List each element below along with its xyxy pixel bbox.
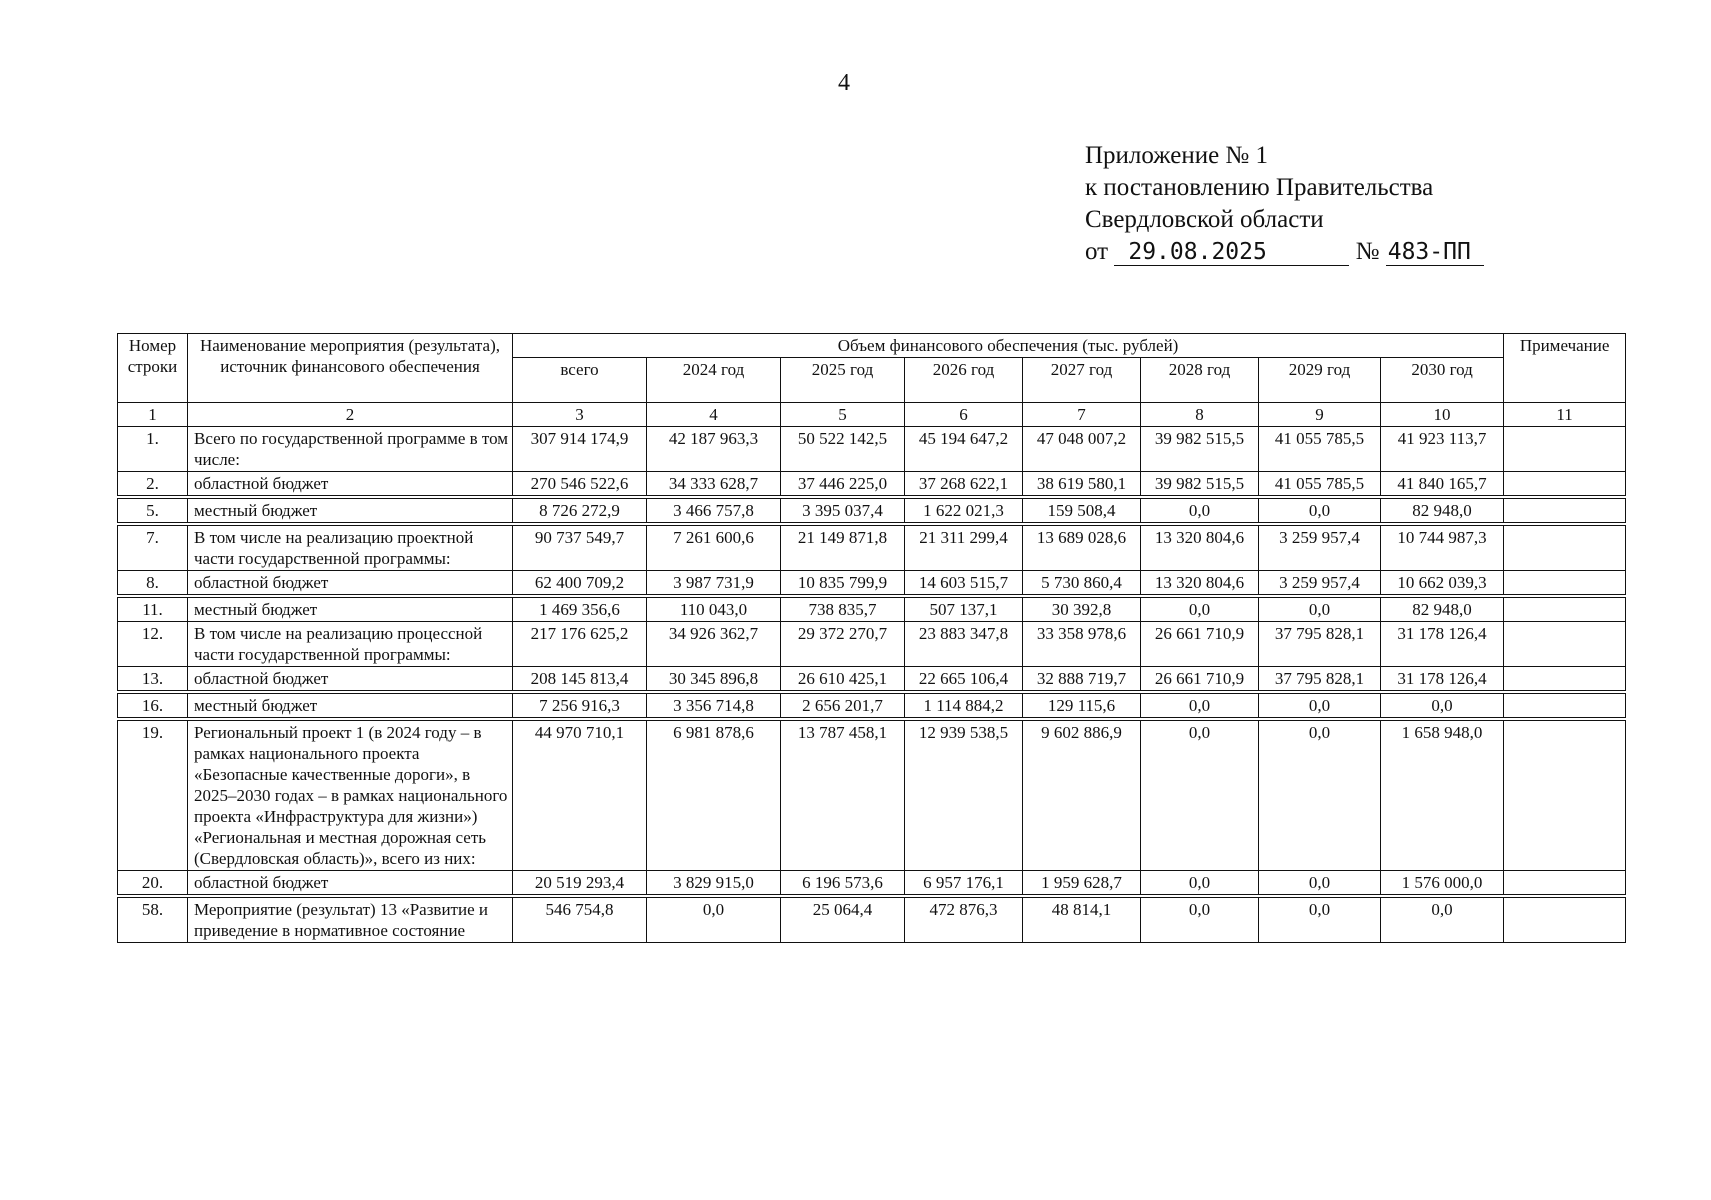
row-value-cell: 0,0: [1141, 694, 1259, 718]
row-value-cell: 6 196 573,6: [781, 871, 905, 895]
row-number-cell: 12.: [118, 622, 188, 667]
column-number: 9: [1259, 403, 1381, 427]
appendix-resolution: к постановлению Правительства: [1085, 174, 1434, 201]
header-year: всего: [513, 358, 647, 403]
row-value-cell: 7 256 916,3: [513, 694, 647, 718]
row-value-cell: 159 508,4: [1023, 499, 1141, 523]
row-value-cell: 90 737 549,7: [513, 526, 647, 571]
row-value-cell: 1 469 356,6: [513, 598, 647, 622]
row-name-cell: Региональный проект 1 (в 2024 году – в рамках национального проекта «Безопасные качественные дороги», в 2025–2030 годах – в рамках национального проекта «Инфраструктура для жизни») «Региональная и местная дорожная сеть (Свердловская область)», всего из них:: [188, 721, 513, 871]
row-value-cell: 6 957 176,1: [905, 871, 1023, 895]
row-name-cell: Всего по государственной программе в том числе:: [188, 427, 513, 472]
row-value-cell: 0,0: [1381, 898, 1504, 943]
row-value-cell: 129 115,6: [1023, 694, 1141, 718]
row-value-cell: 7 261 600,6: [647, 526, 781, 571]
row-note-cell: [1504, 472, 1626, 496]
row-value-cell: 22 665 106,4: [905, 667, 1023, 691]
row-value-cell: 0,0: [1141, 871, 1259, 895]
row-name-cell: местный бюджет: [188, 598, 513, 622]
header-row-number: Номер строки: [118, 334, 188, 403]
header-volume: Объем финансового обеспечения (тыс. рублей): [513, 334, 1504, 358]
row-value-cell: 546 754,8: [513, 898, 647, 943]
row-note-cell: [1504, 526, 1626, 571]
table-row: [118, 694, 1626, 718]
financing-table-wrapper: [117, 333, 1625, 943]
row-value-cell: 13 689 028,6: [1023, 526, 1141, 571]
row-value-cell: 31 178 126,4: [1381, 622, 1504, 667]
row-name-cell: областной бюджет: [188, 871, 513, 895]
row-value-cell: 307 914 174,9: [513, 427, 647, 472]
row-value-cell: 14 603 515,7: [905, 571, 1023, 595]
row-number-cell: 16.: [118, 694, 188, 718]
row-value-cell: 12 939 538,5: [905, 721, 1023, 871]
row-value-cell: 0,0: [1259, 499, 1381, 523]
row-value-cell: 26 661 710,9: [1141, 622, 1259, 667]
row-value-cell: 26 661 710,9: [1141, 667, 1259, 691]
table-row: [118, 427, 1626, 472]
table-body: [118, 427, 1626, 943]
row-name-cell: областной бюджет: [188, 472, 513, 496]
row-value-cell: 3 829 915,0: [647, 871, 781, 895]
resolution-date: 29.08.2025: [1114, 239, 1349, 266]
row-value-cell: 10 835 799,9: [781, 571, 905, 595]
row-value-cell: 0,0: [1259, 871, 1381, 895]
row-value-cell: 21 149 871,8: [781, 526, 905, 571]
row-value-cell: 3 259 957,4: [1259, 571, 1381, 595]
header-year: 2025 год: [781, 358, 905, 403]
row-value-cell: 82 948,0: [1381, 499, 1504, 523]
appendix-title: Приложение № 1: [1085, 142, 1269, 169]
row-value-cell: 1 658 948,0: [1381, 721, 1504, 871]
row-value-cell: 33 358 978,6: [1023, 622, 1141, 667]
row-value-cell: 34 333 628,7: [647, 472, 781, 496]
row-value-cell: 738 835,7: [781, 598, 905, 622]
header-name: Наименование мероприятия (результата), источник финансового обеспечения: [188, 334, 513, 403]
row-name-cell: местный бюджет: [188, 694, 513, 718]
row-value-cell: 507 137,1: [905, 598, 1023, 622]
row-value-cell: 0,0: [1381, 694, 1504, 718]
row-value-cell: 31 178 126,4: [1381, 667, 1504, 691]
row-value-cell: 32 888 719,7: [1023, 667, 1141, 691]
row-value-cell: 62 400 709,2: [513, 571, 647, 595]
table-row: [118, 871, 1626, 895]
row-value-cell: 2 656 201,7: [781, 694, 905, 718]
row-value-cell: 0,0: [1141, 499, 1259, 523]
column-number: 11: [1504, 403, 1626, 427]
row-value-cell: 0,0: [1259, 898, 1381, 943]
table-row: [118, 898, 1626, 943]
column-number: 3: [513, 403, 647, 427]
row-value-cell: 0,0: [1141, 898, 1259, 943]
row-value-cell: 13 320 804,6: [1141, 526, 1259, 571]
header-year: 2030 год: [1381, 358, 1504, 403]
column-number: 2: [188, 403, 513, 427]
appendix-region: Свердловской области: [1085, 206, 1324, 233]
row-value-cell: 37 268 622,1: [905, 472, 1023, 496]
row-value-cell: 30 345 896,8: [647, 667, 781, 691]
row-name-cell: областной бюджет: [188, 571, 513, 595]
row-number-cell: 7.: [118, 526, 188, 571]
appendix-block: [1085, 140, 1484, 268]
row-number-cell: 13.: [118, 667, 188, 691]
row-value-cell: 13 787 458,1: [781, 721, 905, 871]
row-value-cell: 42 187 963,3: [647, 427, 781, 472]
row-number-cell: 11.: [118, 598, 188, 622]
row-value-cell: 45 194 647,2: [905, 427, 1023, 472]
row-value-cell: 26 610 425,1: [781, 667, 905, 691]
header-note: Примечание: [1504, 334, 1626, 403]
table-row: [118, 571, 1626, 595]
row-value-cell: 110 043,0: [647, 598, 781, 622]
column-number: 8: [1141, 403, 1259, 427]
column-number: 4: [647, 403, 781, 427]
column-number: 6: [905, 403, 1023, 427]
column-number: 7: [1023, 403, 1141, 427]
row-value-cell: 3 987 731,9: [647, 571, 781, 595]
row-note-cell: [1504, 871, 1626, 895]
row-name-cell: В том числе на реализацию процессной части государственной программы:: [188, 622, 513, 667]
row-number-cell: 20.: [118, 871, 188, 895]
row-value-cell: 1 576 000,0: [1381, 871, 1504, 895]
row-value-cell: 1 959 628,7: [1023, 871, 1141, 895]
row-value-cell: 34 926 362,7: [647, 622, 781, 667]
row-note-cell: [1504, 571, 1626, 595]
row-value-cell: 50 522 142,5: [781, 427, 905, 472]
page-number: 4: [838, 70, 850, 96]
row-value-cell: 217 176 625,2: [513, 622, 647, 667]
column-number: 10: [1381, 403, 1504, 427]
row-value-cell: 1 114 884,2: [905, 694, 1023, 718]
row-value-cell: 21 311 299,4: [905, 526, 1023, 571]
table-row: [118, 499, 1626, 523]
row-value-cell: 10 662 039,3: [1381, 571, 1504, 595]
row-value-cell: 37 795 828,1: [1259, 622, 1381, 667]
row-value-cell: 41 840 165,7: [1381, 472, 1504, 496]
row-value-cell: 0,0: [647, 898, 781, 943]
row-value-cell: 30 392,8: [1023, 598, 1141, 622]
row-value-cell: 23 883 347,8: [905, 622, 1023, 667]
row-number-cell: 5.: [118, 499, 188, 523]
row-value-cell: 20 519 293,4: [513, 871, 647, 895]
resolution-number: 483-ПП: [1386, 239, 1484, 266]
row-value-cell: 5 730 860,4: [1023, 571, 1141, 595]
row-value-cell: 0,0: [1259, 721, 1381, 871]
column-number: 1: [118, 403, 188, 427]
row-note-cell: [1504, 667, 1626, 691]
row-value-cell: 29 372 270,7: [781, 622, 905, 667]
row-value-cell: 1 622 021,3: [905, 499, 1023, 523]
row-value-cell: 48 814,1: [1023, 898, 1141, 943]
row-value-cell: 3 466 757,8: [647, 499, 781, 523]
row-value-cell: 9 602 886,9: [1023, 721, 1141, 871]
header-year: 2029 год: [1259, 358, 1381, 403]
row-number-cell: 19.: [118, 721, 188, 871]
financing-table: [117, 333, 1626, 943]
row-value-cell: 44 970 710,1: [513, 721, 647, 871]
table-row: [118, 526, 1626, 571]
row-value-cell: 47 048 007,2: [1023, 427, 1141, 472]
row-value-cell: 41 055 785,5: [1259, 472, 1381, 496]
table-row: [118, 472, 1626, 496]
header-year: 2024 год: [647, 358, 781, 403]
row-note-cell: [1504, 721, 1626, 871]
header-year: 2026 год: [905, 358, 1023, 403]
row-value-cell: 39 982 515,5: [1141, 472, 1259, 496]
row-note-cell: [1504, 427, 1626, 472]
row-value-cell: 41 055 785,5: [1259, 427, 1381, 472]
row-note-cell: [1504, 499, 1626, 523]
row-value-cell: 0,0: [1141, 598, 1259, 622]
row-value-cell: 0,0: [1141, 721, 1259, 871]
row-value-cell: 38 619 580,1: [1023, 472, 1141, 496]
row-value-cell: 37 795 828,1: [1259, 667, 1381, 691]
appendix-date-line: [1085, 236, 1484, 268]
row-value-cell: 270 546 522,6: [513, 472, 647, 496]
row-value-cell: 0,0: [1259, 598, 1381, 622]
row-note-cell: [1504, 622, 1626, 667]
row-value-cell: 13 320 804,6: [1141, 571, 1259, 595]
row-number-cell: 58.: [118, 898, 188, 943]
row-value-cell: 208 145 813,4: [513, 667, 647, 691]
row-value-cell: 8 726 272,9: [513, 499, 647, 523]
row-value-cell: 37 446 225,0: [781, 472, 905, 496]
number-label: №: [1355, 238, 1380, 265]
column-number: 5: [781, 403, 905, 427]
row-name-cell: Мероприятие (результат) 13 «Развитие и приведение в нормативное состояние: [188, 898, 513, 943]
row-name-cell: местный бюджет: [188, 499, 513, 523]
row-value-cell: 0,0: [1259, 694, 1381, 718]
column-numbers-row: [118, 403, 1626, 427]
row-number-cell: 8.: [118, 571, 188, 595]
row-value-cell: 41 923 113,7: [1381, 427, 1504, 472]
row-value-cell: 472 876,3: [905, 898, 1023, 943]
header-year: 2027 год: [1023, 358, 1141, 403]
table-row: [118, 598, 1626, 622]
row-value-cell: 6 981 878,6: [647, 721, 781, 871]
row-note-cell: [1504, 598, 1626, 622]
row-value-cell: 3 259 957,4: [1259, 526, 1381, 571]
row-value-cell: 25 064,4: [781, 898, 905, 943]
from-label: от: [1085, 238, 1109, 265]
row-name-cell: В том числе на реализацию проектной части государственной программы:: [188, 526, 513, 571]
row-number-cell: 1.: [118, 427, 188, 472]
row-value-cell: 39 982 515,5: [1141, 427, 1259, 472]
row-note-cell: [1504, 694, 1626, 718]
table-row: [118, 622, 1626, 667]
row-value-cell: 3 356 714,8: [647, 694, 781, 718]
row-name-cell: областной бюджет: [188, 667, 513, 691]
row-value-cell: 82 948,0: [1381, 598, 1504, 622]
row-note-cell: [1504, 898, 1626, 943]
row-number-cell: 2.: [118, 472, 188, 496]
header-year: 2028 год: [1141, 358, 1259, 403]
row-value-cell: 10 744 987,3: [1381, 526, 1504, 571]
row-value-cell: 3 395 037,4: [781, 499, 905, 523]
table-row: [118, 721, 1626, 871]
table-row: [118, 667, 1626, 691]
